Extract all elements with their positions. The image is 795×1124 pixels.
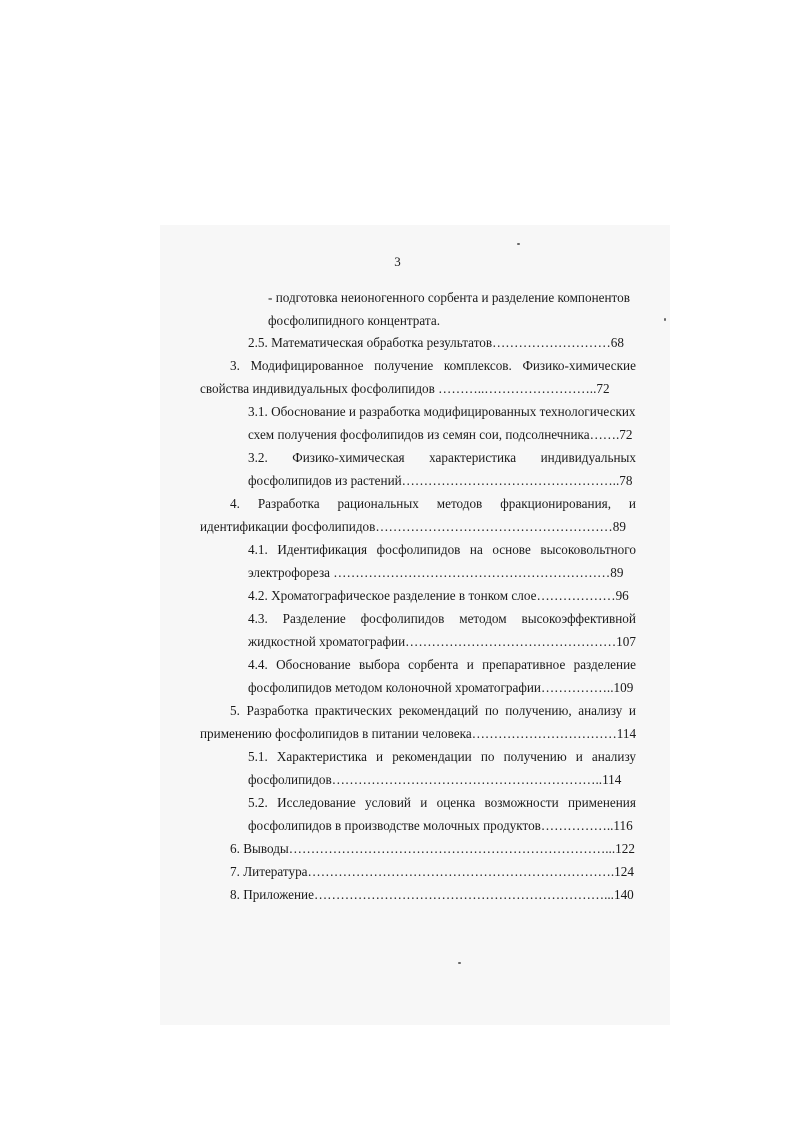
scan-speck [517,243,520,245]
toc-entry-4: 4. Разработка рациональных методов фракционирования, и [230,496,636,511]
toc-line: применению фосфолипидов в питании человека……………………………114 [200,726,637,741]
toc-line: схем получения фосфолипидов из семян сои, подсолнечника…….72 [248,427,633,442]
toc-entry-6: 6. Выводы………………………………………………………………...122 [230,841,635,856]
toc-entry-4-4: 4.4. Обоснование выбора сорбента и препаративное разделение [248,657,636,672]
scan-speck [664,318,666,321]
toc-line: фосфолипидов в производстве молочных продуктов……………..116 [248,818,633,833]
toc-entry-3-1: 3.1. Обоснование и разработка модифицированных технологических [248,404,636,419]
toc-entry-2-5: 2.5. Математическая обработка результатов………………………68 [248,335,624,350]
toc-entry-4-2: 4.2. Хроматографическое разделение в тонком слое………………96 [248,588,629,603]
toc-line: электрофореза ………………………………………………………89 [248,565,624,580]
toc-line: фосфолипидов из растений…………………………………………..78 [248,473,633,488]
toc-line: фосфолипидов……………………………………………………..114 [248,772,622,787]
toc-entry-5: 5. Разработка практических рекомендаций по получению, анализу и [230,703,636,718]
toc-entry-3-2: 3.2. Физико-химическая характеристика индивидуальных [248,450,636,465]
toc-entry-5-1: 5.1. Характеристика и рекомендации по получению и анализу [248,749,636,764]
toc-line: фосфолипидного концентрата. [268,313,440,328]
toc-entry-4-3: 4.3. Разделение фосфолипидов методом высокоэффективной [248,611,636,626]
toc-line: свойства индивидуальных фосфолипидов ………..……………………..72 [200,381,610,396]
toc-line: идентификации фосфолипидов………………………………………………89 [200,519,626,534]
toc-entry-8: 8. Приложение…………………………………………………………...140 [230,887,634,902]
toc-line: - подготовка неионогенного сорбента и разделение компонентов [268,290,630,305]
toc-entry-3: 3. Модифицированное получение комплексов. Физико-химические [230,358,636,373]
toc-line: жидкостной хроматографии…………………………………………107 [248,634,636,649]
toc-entry-5-2: 5.2. Исследование условий и оценка возможности применения [248,795,636,810]
toc-entry-4-1: 4.1. Идентификация фосфолипидов на основе высоковольтного [248,542,636,557]
toc-entry-7: 7. Литература…………………………………………………………….124 [230,864,634,879]
scan-speck [458,962,461,964]
page-number: 3 [394,254,401,269]
toc-line: фосфолипидов методом колоночной хроматографии……………..109 [248,680,634,695]
